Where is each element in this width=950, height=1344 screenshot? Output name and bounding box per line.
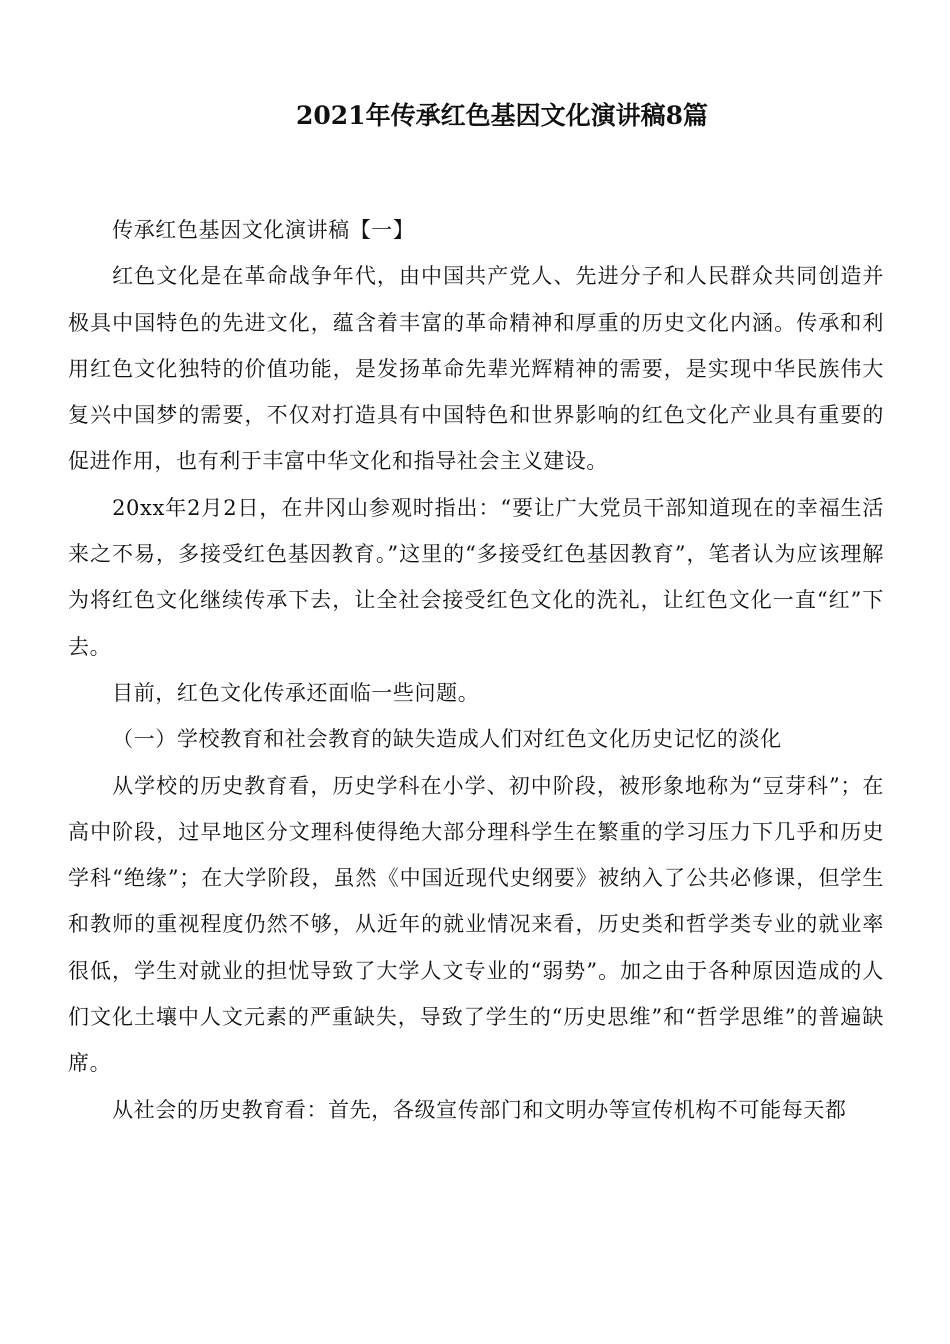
paragraph: 20xx年2月2日，在井冈山参观时指出：“要让广大党员干部知道现在的幸福生活来之不易，多接受红色基因教育。”这里的“多接受红色基因教育”，笔者认为应该理解为将红色文化继续传承下去，让全社会接受红色文化的洗礼，让红色文化一直“红”下去。 bbox=[68, 495, 884, 659]
paragraph: 从学校的历史教育看，历史学科在小学、初中阶段，被形象地称为“豆芽科”；在高中阶段，过早地区分文理科使得绝大部分理科学生在繁重的学习压力下几乎和历史学科“绝缘”；在大学阶段，虽然《中国近现代史纲要》被纳入了公共必修课，但学生和教师的重视程度仍然不够，从近年的就业情况来看，历史类和哲学类专业的就业率很低，学生对就业的担忧导致了大学人文专业的“弱势”。加之由于各种原因造成的人们文化土壤中人文元素的严重缺失，导致了学生的“历史思维”和“哲学思维”的普遍缺席。 bbox=[68, 773, 884, 1076]
document-body bbox=[68, 207, 884, 1133]
section-heading: 传承红色基因文化演讲稿【一】 bbox=[112, 218, 415, 242]
paragraph: 目前，红色文化传承还面临一些问题。 bbox=[112, 680, 480, 705]
document-title: 2021年传承红色基因文化演讲稿8篇 bbox=[296, 101, 708, 130]
sub-heading: （一）学校教育和社会教育的缺失造成人们对红色文化历史记忆的淡化 bbox=[112, 727, 782, 752]
paragraph: 红色文化是在革命战争年代，由中国共产党人、先进分子和人民群众共同创造并极具中国特色的先进文化，蕴含着丰富的革命精神和厚重的历史文化内涵。传承和利用红色文化独特的价值功能，是发扬革命先辈光辉精神的需要，是实现中华民族伟大复兴中国梦的需要，不仅对打造具有中国特色和世界影响的红色文化产业具有重要的促进作用，也有利于丰富中华文化和指导社会主义建设。 bbox=[68, 264, 884, 474]
paragraph: 从社会的历史教育看：首先，各级宣传部门和文明办等宣传机构不可能每天都 bbox=[112, 1097, 847, 1122]
